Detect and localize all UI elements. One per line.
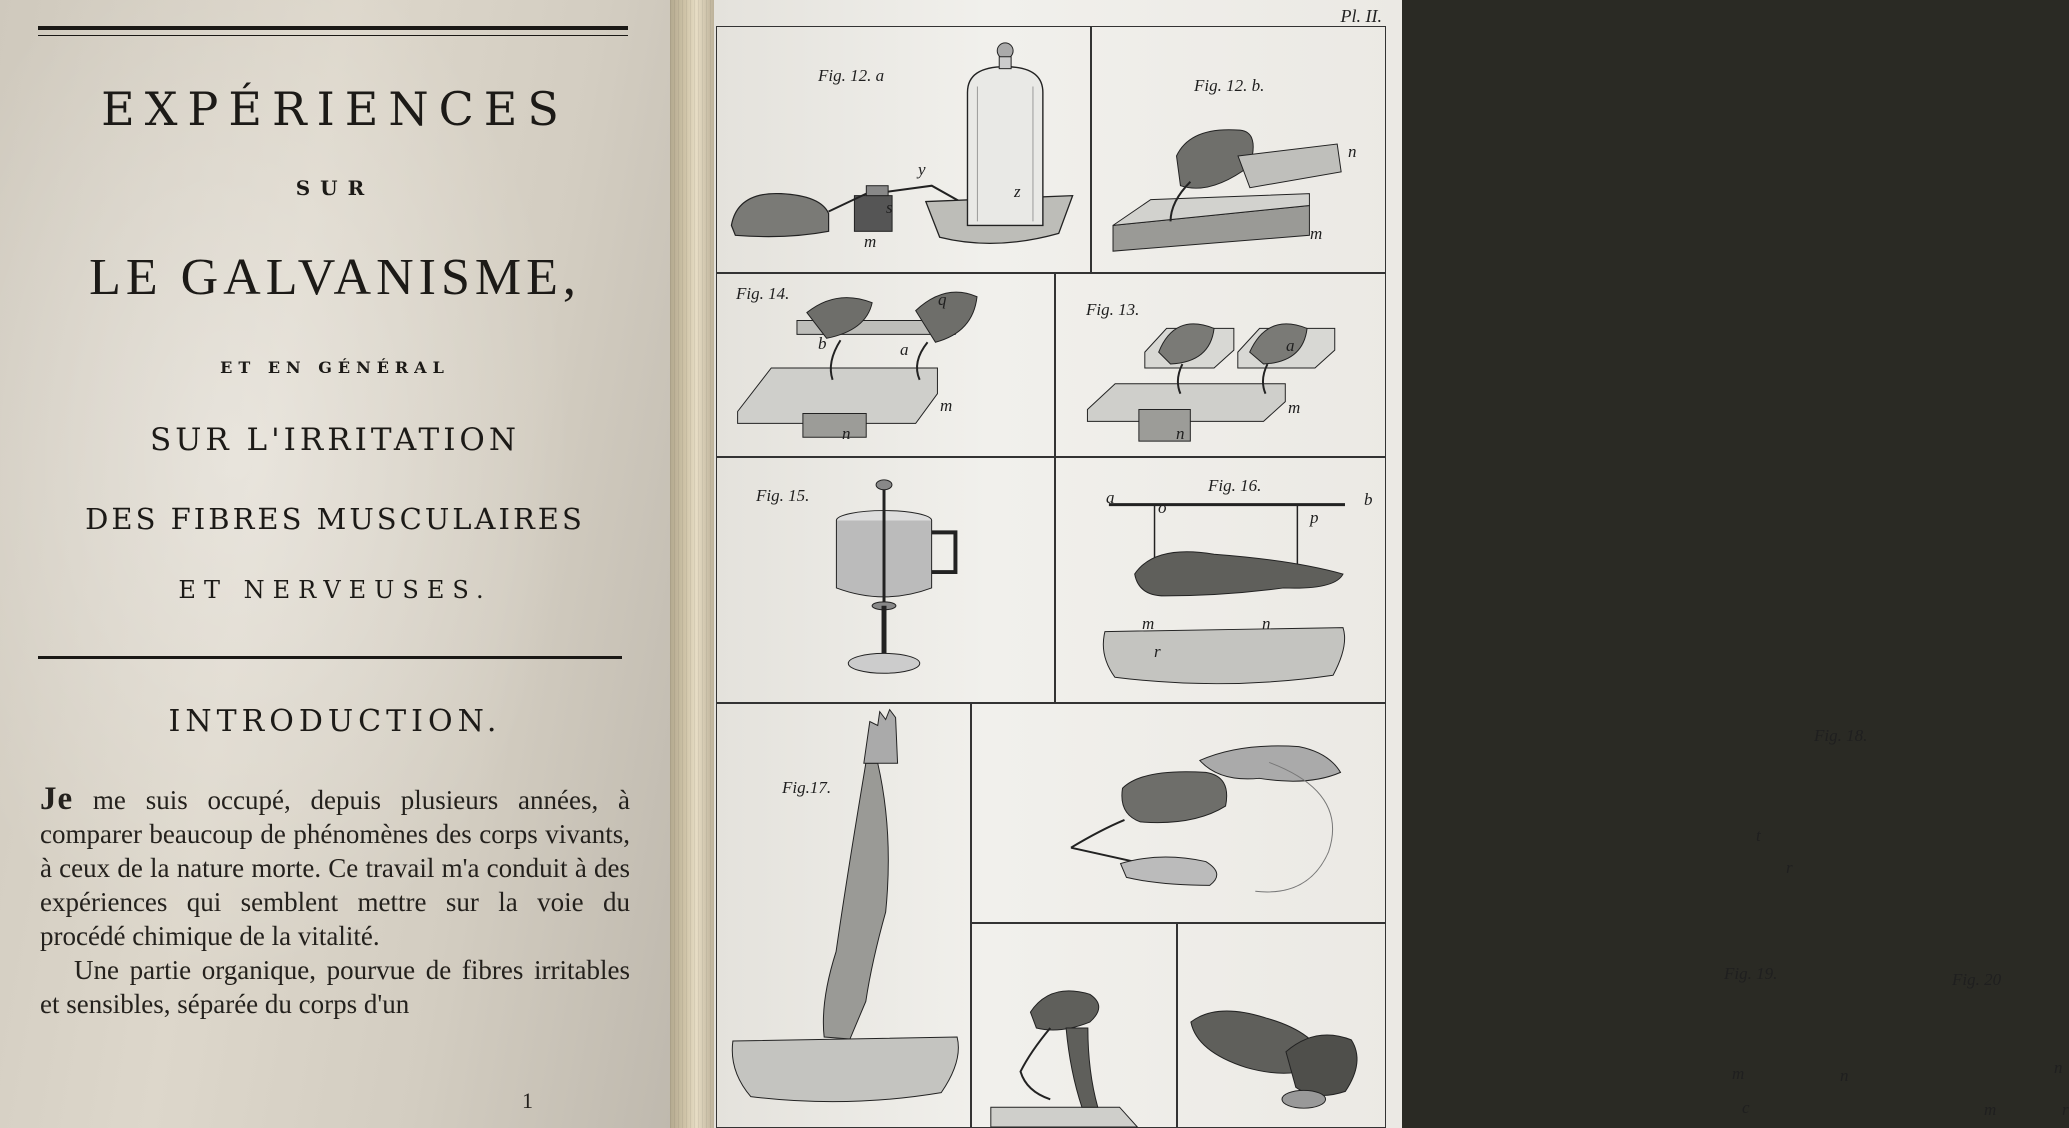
title-line-2: SUR xyxy=(295,176,375,200)
paragraph-1-text: me suis occupé, depuis plusieurs années, à comparer beaucoup de phénomènes des corps vivants, à ceux de la nature morte. Ce travail m'a conduit à des expériences qui semblent mettre sur la voie du procédé chimique de la vitalité. xyxy=(40,785,630,951)
figure-12a xyxy=(716,26,1092,274)
figure-18-label: Fig. 18. xyxy=(1814,726,1868,745)
figure-12b xyxy=(1090,26,1386,274)
figure-16-letter-b: b xyxy=(1364,490,1373,509)
figure-19-letter-n: n xyxy=(1840,1066,1849,1085)
left-page xyxy=(0,0,670,1128)
title-line-4: ET EN GÉNÉRAL xyxy=(220,358,450,377)
figure-18-letter-r: r xyxy=(1786,858,1793,877)
title-line-3: LE GALVANISME, xyxy=(89,249,581,306)
title-line-7: ET NERVEUSES. xyxy=(178,576,492,604)
figure-20-letter-n: n xyxy=(2054,1058,2063,1077)
figure-20 xyxy=(1176,922,1386,1128)
figure-12a-drawing xyxy=(717,27,1091,273)
figure-12a-letter-z: z xyxy=(1014,182,1021,201)
figure-16-letter-p: p xyxy=(1310,508,1319,527)
middle-rule xyxy=(38,656,622,662)
figure-19 xyxy=(970,922,1178,1128)
title-line-6: DES FIBRES MUSCULAIRES xyxy=(85,502,585,536)
figure-12a-letter-y: y xyxy=(918,160,926,179)
figure-17-drawing xyxy=(717,703,971,1127)
figure-16-letter-a: a xyxy=(1106,488,1115,507)
figure-19-drawing xyxy=(971,923,1177,1127)
title-line-5: SUR L'IRRITATION xyxy=(150,422,520,458)
title-line-1: EXPÉRIENCES xyxy=(101,82,569,136)
right-page-plate xyxy=(714,0,2069,1128)
figure-17-label: Fig.17. xyxy=(782,778,832,797)
book-gutter xyxy=(670,0,714,1128)
figure-12a-label: Fig. 12. a xyxy=(818,66,885,85)
figure-12b-label: Fig. 12. b. xyxy=(1194,76,1265,95)
figure-16-letter-r: r xyxy=(1154,642,1161,661)
figure-13-letter-a: a xyxy=(1286,336,1295,355)
figure-14-letter-a: a xyxy=(900,340,909,359)
drop-cap: Je xyxy=(40,781,74,817)
plate-label: Pl. II. xyxy=(1340,6,1382,26)
figure-18-letter-t: t xyxy=(1756,826,1761,845)
figure-20-letter-m: m xyxy=(1984,1100,1997,1119)
figure-14-letter-m: m xyxy=(940,396,953,415)
figure-18 xyxy=(970,702,1386,924)
figure-14-letter-q: q xyxy=(938,290,947,309)
figure-12b-drawing xyxy=(1091,27,1385,273)
page-number: 1 xyxy=(522,1088,533,1113)
paragraph-1 xyxy=(40,782,630,953)
figure-13-letter-n: n xyxy=(1176,424,1185,443)
body-text xyxy=(40,782,630,1021)
figure-16-letter-o: o xyxy=(1158,498,1167,517)
figure-16-letter-m: m xyxy=(1142,614,1155,633)
figure-12a-letter-s: s xyxy=(886,198,893,217)
figure-19-label: Fig. 19. xyxy=(1724,964,1778,983)
figure-14-letter-n: n xyxy=(842,424,851,443)
figure-16-label: Fig. 16. xyxy=(1208,476,1262,495)
figure-17 xyxy=(716,702,972,1128)
figure-19-letter-c: c xyxy=(1742,1098,1750,1117)
figure-16-letter-n: n xyxy=(1262,614,1271,633)
figure-15-label: Fig. 15. xyxy=(756,486,810,505)
paragraph-2: Une partie organique, pourvue de fibres irritables et sensibles, séparée du corps d'un xyxy=(40,955,630,1019)
figure-18-drawing xyxy=(971,703,1385,923)
figure-12a-letter-m: m xyxy=(864,232,877,251)
figure-12b-letter-m: m xyxy=(1310,224,1323,243)
figure-14-letter-b: b xyxy=(818,334,827,353)
section-heading: INTRODUCTION. xyxy=(168,704,502,739)
top-rule xyxy=(38,26,628,36)
figure-20-label: Fig. 20 xyxy=(1952,970,2002,989)
figure-13-letter-m: m xyxy=(1288,398,1301,417)
figure-19-letter-m: m xyxy=(1732,1064,1745,1083)
figure-20-drawing xyxy=(1177,923,1385,1127)
figure-12b-letter-n: n xyxy=(1348,142,1357,161)
figure-14-label: Fig. 14. xyxy=(736,284,790,303)
figure-20-letter-r: r xyxy=(2062,1100,2069,1119)
figure-13-label: Fig. 13. xyxy=(1086,300,1140,319)
